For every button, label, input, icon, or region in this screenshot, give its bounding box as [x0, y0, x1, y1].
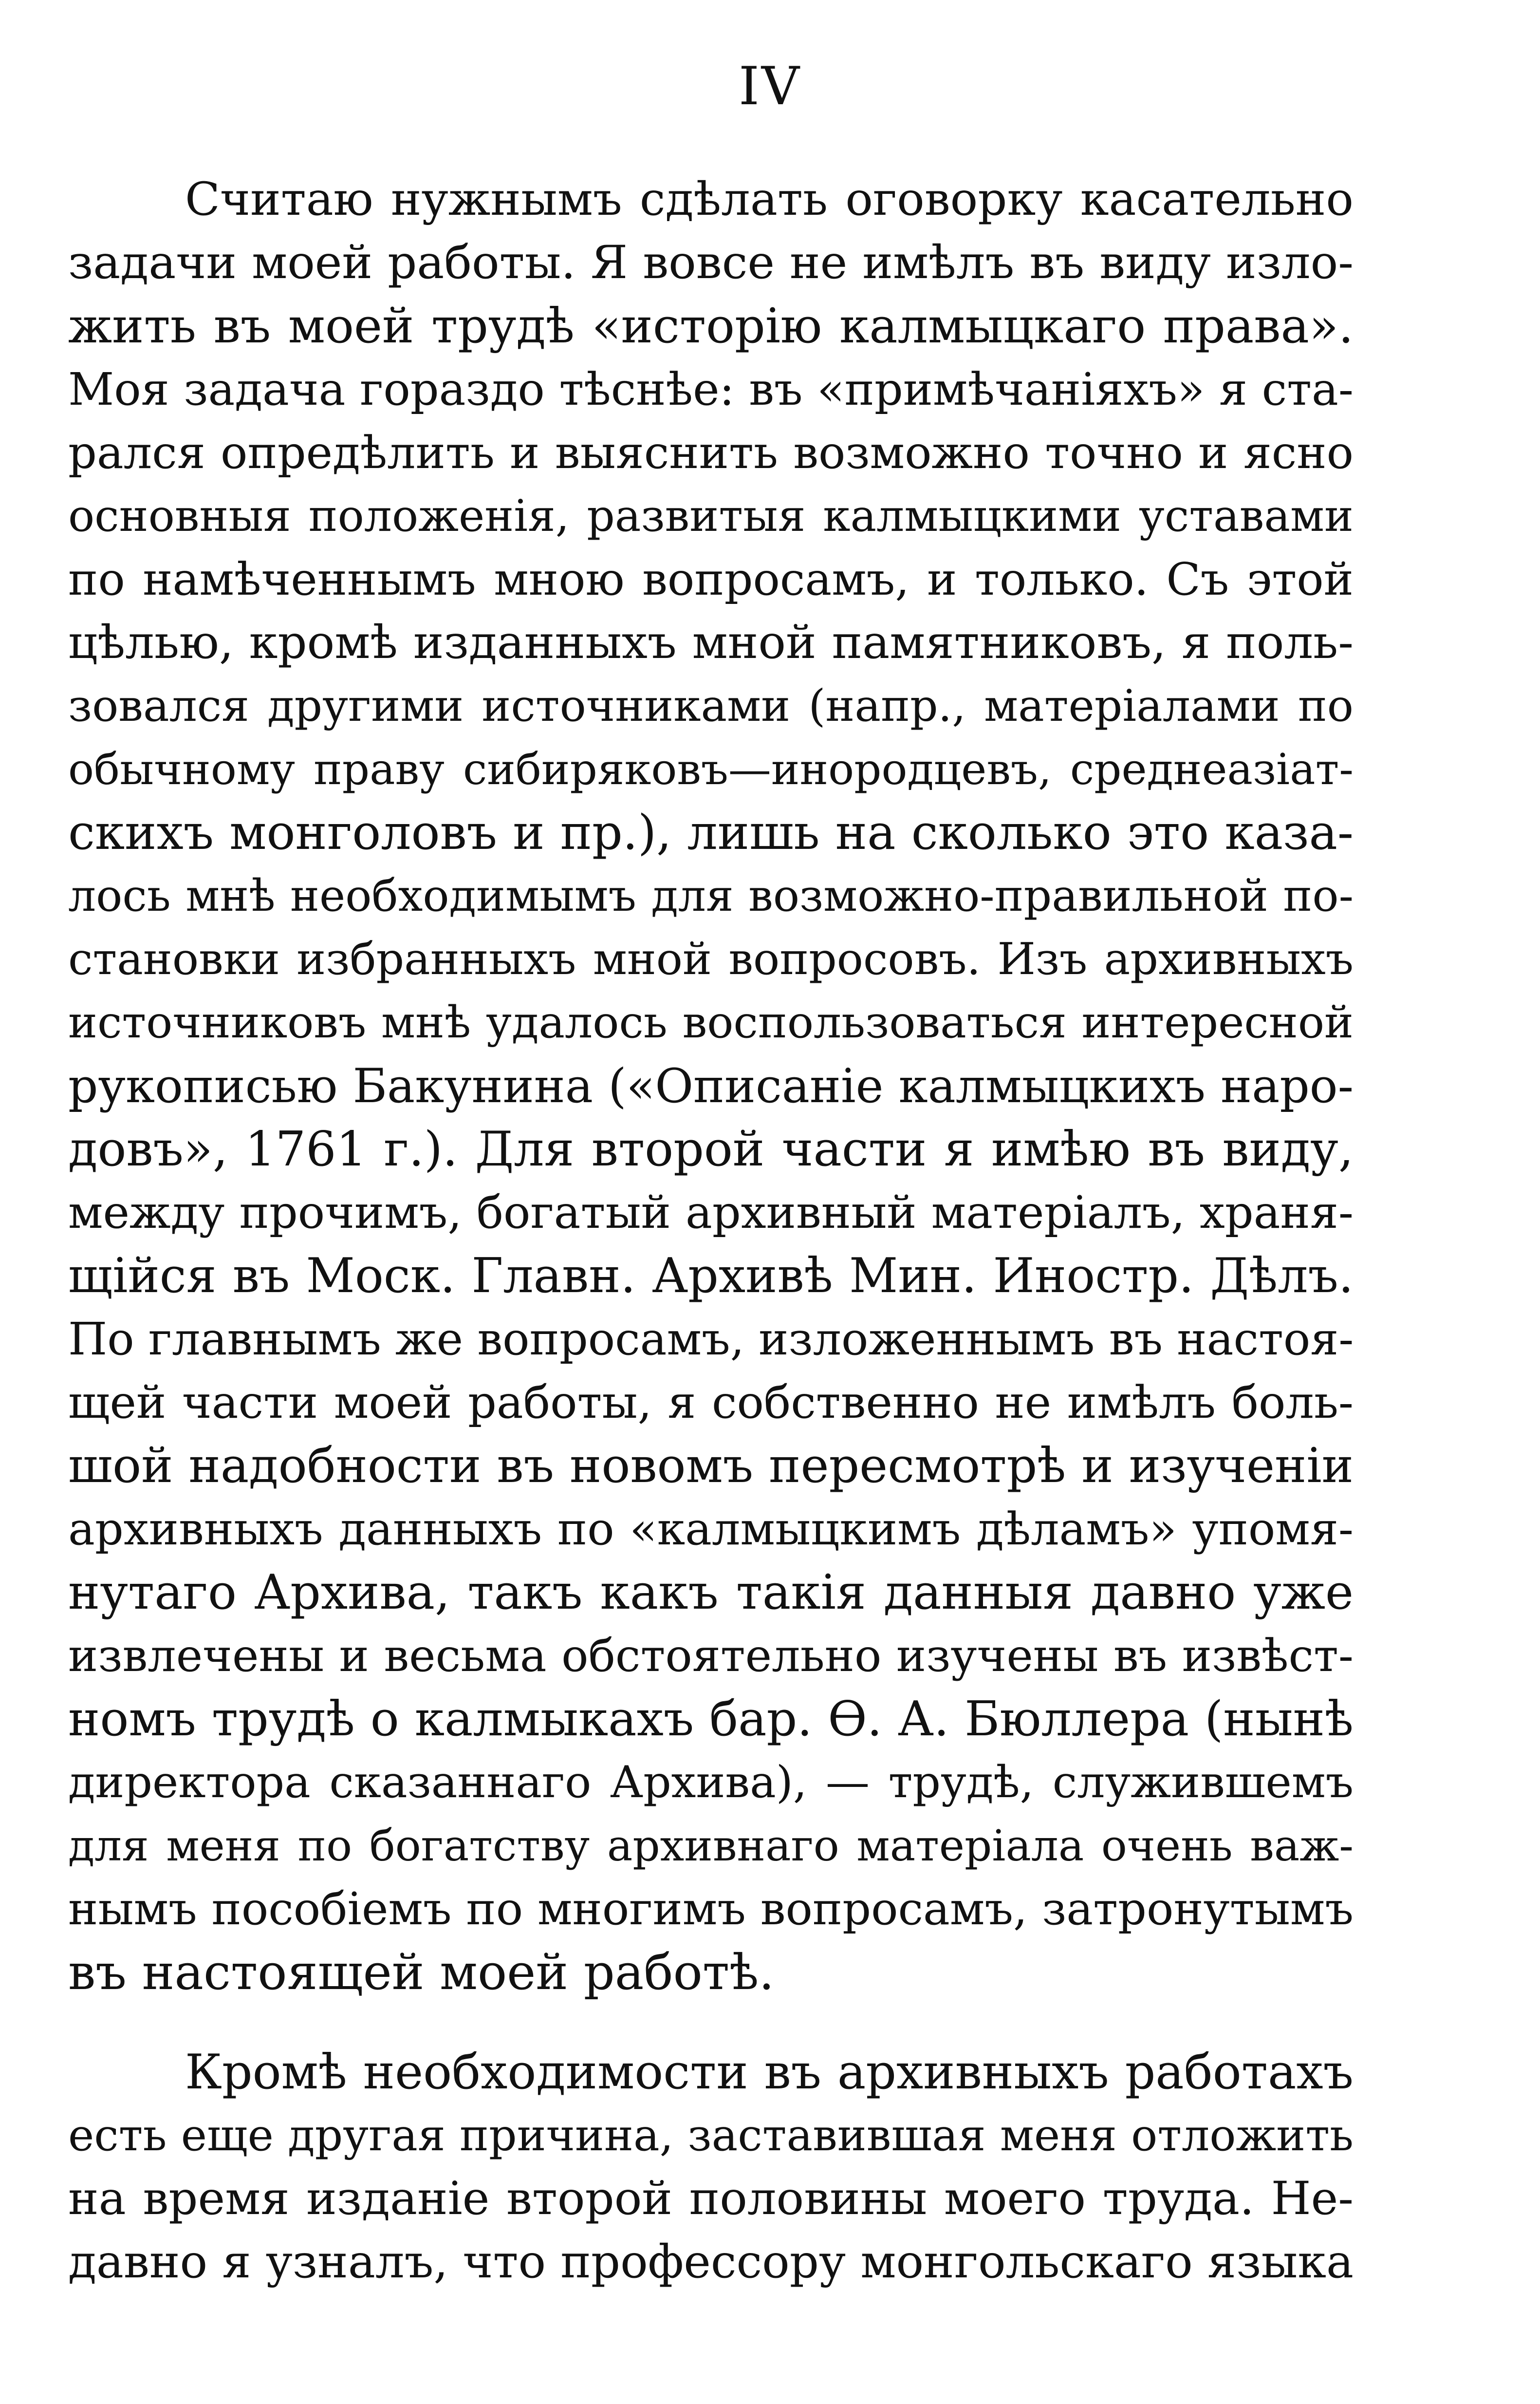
page-number: IV: [739, 56, 801, 117]
text-line: становки избранныхъ мной вопросовъ. Изъ архивныхъ: [68, 934, 1354, 985]
text-line: довъ», 1761 г.). Для второй части я имѣю въ виду,: [68, 1122, 1354, 1177]
text-line: рался опредѣлить и выяснить возможно точно и ясно: [68, 427, 1354, 479]
text-line: есть еще другая причина, заставившая меня отложить: [68, 2110, 1354, 2161]
text-line: скихъ монголовъ и пр.), лишь на сколько это каза-: [68, 805, 1354, 861]
text-line: жить въ моей трудѣ «исторію калмыцкаго права».: [68, 299, 1354, 354]
text-line: щей части моей работы, я собственно не имѣлъ боль-: [68, 1376, 1354, 1428]
text-line: Моя задача гораздо тѣснѣе: въ «примѣчаніяхъ» я ста-: [68, 363, 1354, 415]
text-line: источниковъ мнѣ удалось воспользоваться интересной: [68, 997, 1354, 1048]
text-line: директора сказаннаго Архива), — трудѣ, служившемъ: [68, 1757, 1354, 1808]
text-line: цѣлью, кромѣ изданныхъ мной памятниковъ, я поль-: [68, 616, 1354, 669]
text-line: нутаго Архива, такъ какъ такія данныя давно уже: [68, 1565, 1354, 1620]
text-line: шой надобности въ новомъ пересмотрѣ и изученіи: [68, 1438, 1354, 1494]
text-line: номъ трудѣ о калмыкахъ бар. Ѳ. А. Бюллера (нынѣ: [68, 1691, 1354, 1747]
text-line: По главнымъ же вопросамъ, изложеннымъ въ настоя-: [68, 1313, 1354, 1365]
text-line: давно я узналъ, что профессору монгольскаго языка: [68, 2235, 1354, 2289]
text-line: извлечены и весьма обстоятельно изучены въ извѣст-: [68, 1630, 1354, 1682]
text-line: на время изданіе второй половины моего труда. Не-: [68, 2172, 1354, 2225]
text-line: щійся въ Моск. Главн. Архивѣ Мин. Иностр. Дѣлъ.: [68, 1248, 1354, 1304]
text-line: обычному праву сибиряковъ—инородцевъ, среднеазіат-: [68, 744, 1354, 794]
text-line: лось мнѣ необходимымъ для возможно-правильной по-: [68, 870, 1354, 921]
text-line: основныя положенія, развитыя калмыцкими уставами: [68, 490, 1354, 542]
text-line: для меня по богатству архивнаго матеріала очень важ-: [68, 1821, 1354, 1871]
text-line: задачи моей работы. Я вовсе не имѣлъ въ виду изло-: [68, 236, 1354, 289]
text-line: архивныхъ данныхъ по «калмыцкимъ дѣламъ» упомя-: [68, 1503, 1354, 1555]
text-line: въ настоящей моей работѣ.: [68, 1944, 775, 2001]
text-line: рукописью Бакунина («Описаніе калмыцкихъ наро-: [68, 1059, 1354, 1113]
text-line: зовался другими источниками (напр., матеріалами по: [68, 680, 1354, 732]
text-line: Считаю нужнымъ сдѣлать оговорку касательно: [185, 173, 1354, 226]
text-line: между прочимъ, богатый архивный матеріалъ, храня-: [68, 1186, 1354, 1239]
text-line: Кромѣ необходимости въ архивныхъ работахъ: [185, 2045, 1354, 2100]
text-line: нымъ пособіемъ по многимъ вопросамъ, затронутымъ: [68, 1883, 1354, 1935]
text-line: по намѣченнымъ мною вопросамъ, и только. Съ этой: [68, 553, 1354, 605]
